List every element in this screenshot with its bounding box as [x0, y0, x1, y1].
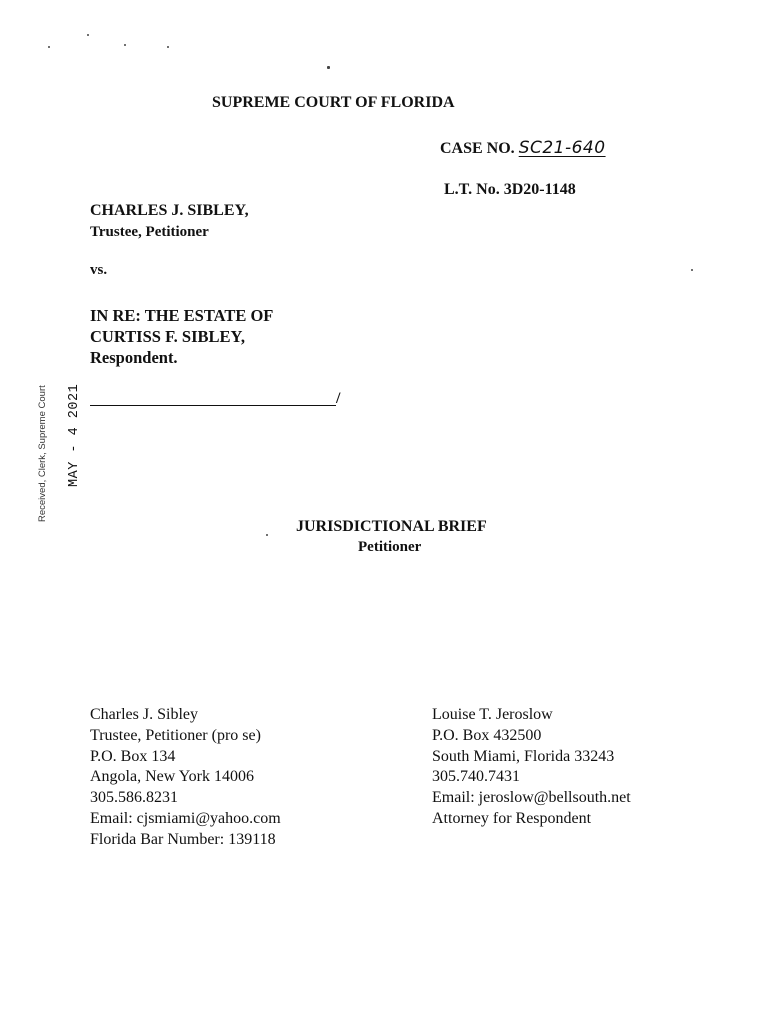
scan-speck: [327, 66, 330, 69]
contact-line: P.O. Box 432500: [432, 726, 542, 744]
contact-line: Louise T. Jeroslow: [432, 706, 553, 723]
contact-line: Angola, New York 14006: [90, 768, 254, 786]
court-title: SUPREME COURT OF FLORIDA: [212, 94, 455, 111]
contact-line: P.O. Box 134: [90, 747, 176, 765]
contact-email: Email: jeroslow@bellsouth.net: [432, 789, 631, 807]
stamp-date: MAY - 4 2021: [67, 383, 82, 487]
petitioner-caption: [90, 201, 249, 242]
contact-line: South Miami, Florida 33243: [432, 747, 615, 765]
scan-speck: [124, 44, 126, 46]
caption-slash: /: [336, 390, 341, 407]
respondent-line-1: IN RE: THE ESTATE OF: [90, 306, 274, 325]
lower-tribunal-number: L.T. No. 3D20-1148: [444, 181, 576, 198]
brief-title: JURISDICTIONAL BRIEF: [296, 518, 487, 535]
respondent-role: Respondent.: [90, 348, 178, 367]
case-number-label: CASE NO.: [440, 140, 515, 157]
scan-speck: [87, 34, 89, 36]
contact-line: Florida Bar Number: 139118: [90, 830, 276, 848]
scan-speck: [266, 534, 268, 536]
received-stamp: [10, 362, 100, 532]
case-number-handwritten: SC21-640: [518, 138, 606, 158]
contact-line: Charles J. Sibley: [90, 706, 198, 723]
respondent-line-2: CURTISS F. SIBLEY,: [90, 327, 246, 346]
scan-speck: [691, 269, 693, 271]
brief-subtitle: Petitioner: [358, 539, 422, 555]
contact-line: 305.586.8231: [90, 789, 178, 807]
contact-line: Attorney for Respondent: [432, 809, 592, 827]
caption-divider-line: [90, 405, 336, 406]
contact-line: Trustee, Petitioner (pro se): [90, 726, 261, 744]
scan-speck: [167, 46, 169, 48]
scan-speck: [48, 46, 50, 48]
petitioner-contact-block: [90, 705, 281, 851]
petitioner-name: CHARLES J. SIBLEY,: [90, 202, 249, 219]
case-number: [440, 138, 606, 158]
versus-label: vs.: [90, 262, 108, 278]
respondent-contact-block: [432, 705, 631, 830]
respondent-caption: [90, 305, 273, 368]
stamp-received-text: Received, Clerk, Supreme Court: [37, 385, 48, 522]
contact-email: Email: cjsmiami@yahoo.com: [90, 809, 281, 827]
petitioner-role: Trustee, Petitioner: [90, 223, 209, 240]
contact-line: 305.740.7431: [432, 768, 520, 786]
